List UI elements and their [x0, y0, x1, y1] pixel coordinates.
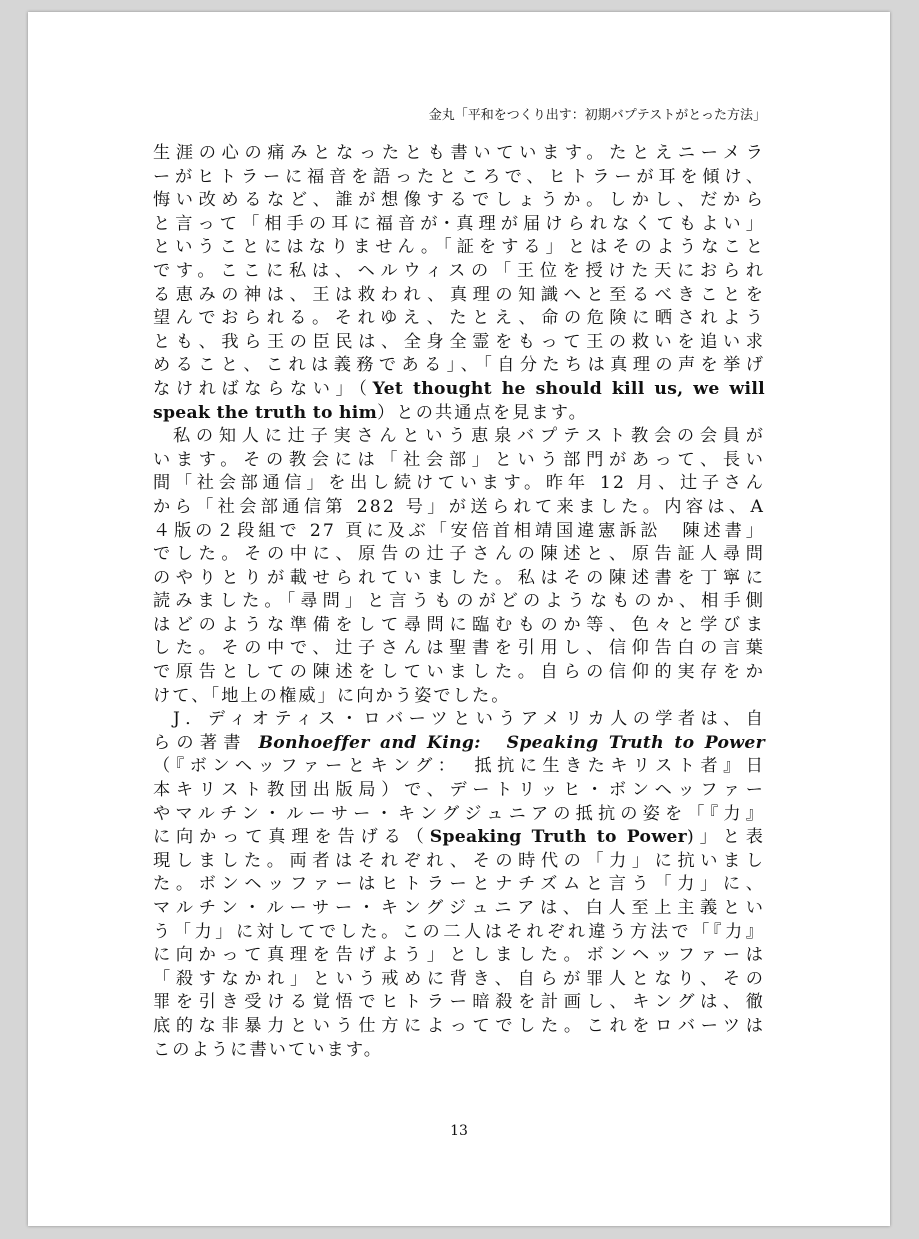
text-line: けて、「地上の権威」に向かう姿でした。 — [153, 685, 511, 706]
english-quote: Yet thought he should kill us, we will — [372, 378, 765, 399]
page-number: 13 — [450, 1123, 468, 1139]
text-line: 読みました。「尋問」と言うものがどのようなものか、相手側 — [153, 591, 765, 612]
text-line: に向かって真理を告げよう」としました。ボンヘッファーは — [153, 945, 765, 966]
document-page — [28, 12, 890, 1226]
text-line: います。その教会には「社会部」という部門があって、長い — [153, 449, 765, 470]
text-line: 本キリスト教団出版局）で、デートリッヒ・ボンヘッファー — [153, 780, 765, 801]
english-quote: Speaking Truth to Power — [429, 827, 688, 848]
text-line: めること、これは義務である」、「自分たちは真理の声を挙げ — [153, 355, 765, 376]
text-line: 底的な非暴力という仕方によってでした。これをロバーツは — [153, 1015, 765, 1036]
text-line: した。その中で、辻子さんは聖書を引用し、信仰告白の言葉 — [153, 638, 765, 659]
text-line: から「社会部通信第 282 号」が送られて来ました。内容は、A — [153, 496, 765, 517]
text-line: ということにはなりません。「証をする」とはそのようなこと — [153, 237, 765, 258]
text-line: マルチン・ルーサー・キングジュニアは、白人至上主義とい — [153, 898, 765, 918]
text-line: なければならない」（Yet thought he should kill us, we will — [153, 378, 765, 399]
text-line: 生涯の心の痛みとなったとも書いています。たとえニーメラ — [153, 143, 765, 163]
text-line: 私の知人に辻子実さんという恵泉バプテスト教会の会員が — [173, 426, 765, 447]
text-line: （『ボンヘッファーとキング： 抵抗に生きたキリスト者』日 — [153, 756, 765, 777]
text-line: た。ボンヘッファーはヒトラーとナチズムと言う「力」に、 — [153, 874, 765, 895]
text-line: 現しました。両者はそれぞれ、その時代の「力」に抗いまし — [153, 850, 765, 871]
text-line: 悔い改めるなど、誰が想像するでしょうか。しかし、だから — [153, 190, 765, 211]
text-line: でした。その中に、原告の辻子さんの陳述と、原告証人尋問 — [153, 544, 765, 565]
text-line: です。ここに私は、ヘルウィスの「王位を授けた天におられ — [153, 260, 765, 281]
text-line: やマルチン・ルーサー・キングジュニアの抵抗の姿を「『力』 — [153, 803, 765, 824]
text-line: ４版の２段組で 27 頁に及ぶ「安倍首相靖国違憲訴訟 陳述書」 — [153, 520, 765, 541]
text-line: 間「社会部通信」を出し続けています。昨年 12 月、辻子さん — [153, 473, 765, 494]
text-line: 罪を引き受ける覚悟でヒトラー暗殺を計画し、キングは、徹 — [153, 992, 765, 1013]
running-head: 金丸「平和をつくり出す：初期バプテストがとった方法」 — [428, 108, 766, 123]
text-line: speak the truth to him）との共通点を見ます。 — [153, 402, 588, 423]
text-line: はどのような準備をして尋問に臨むものか等、色々と学びま — [153, 614, 765, 635]
text-line: で原告としての陳述をしていました。自らの信仰的実存をか — [153, 662, 765, 683]
text-line: このように書いています。 — [153, 1039, 384, 1060]
text-line: とも、我ら王の臣民は、全身全霊をもって王の救いを追い求 — [153, 331, 765, 352]
book-title: Bonhoeffer and King: Speaking Truth to Power — [258, 732, 765, 753]
body-text — [153, 142, 765, 1062]
text-line: と言って「相手の耳に福音が･真理が届けられなくてもよい」 — [153, 213, 765, 234]
text-line: ーがヒトラーに福音を語ったところで、ヒトラーが耳を傾け、 — [153, 166, 765, 187]
text-line: 望んでおられる。それゆえ、たとえ、命の危険に晒されよう — [153, 308, 765, 329]
text-line: J．ディオティス・ロバーツというアメリカ人の学者は、自 — [173, 709, 765, 730]
text-line: らの著書 Bonhoeffer and King: Speaking Truth to Power — [153, 732, 765, 753]
text-line: 「殺すなかれ」という戒めに背き、自らが罪人となり、その — [153, 968, 765, 989]
text-line: のやりとりが載せられていました。私はその陳述書を丁寧に — [153, 567, 765, 588]
text-line: に向かって真理を告げる（Speaking Truth to Power)」と表 — [153, 827, 766, 848]
english-quote: speak the truth to him — [153, 402, 378, 423]
text-line: る恵みの神は、王は救われ、真理の知識へと至るべきことを — [153, 284, 765, 305]
text-line: う「力」に対してでした。この二人はそれぞれ違う方法で「『力』 — [153, 921, 765, 942]
